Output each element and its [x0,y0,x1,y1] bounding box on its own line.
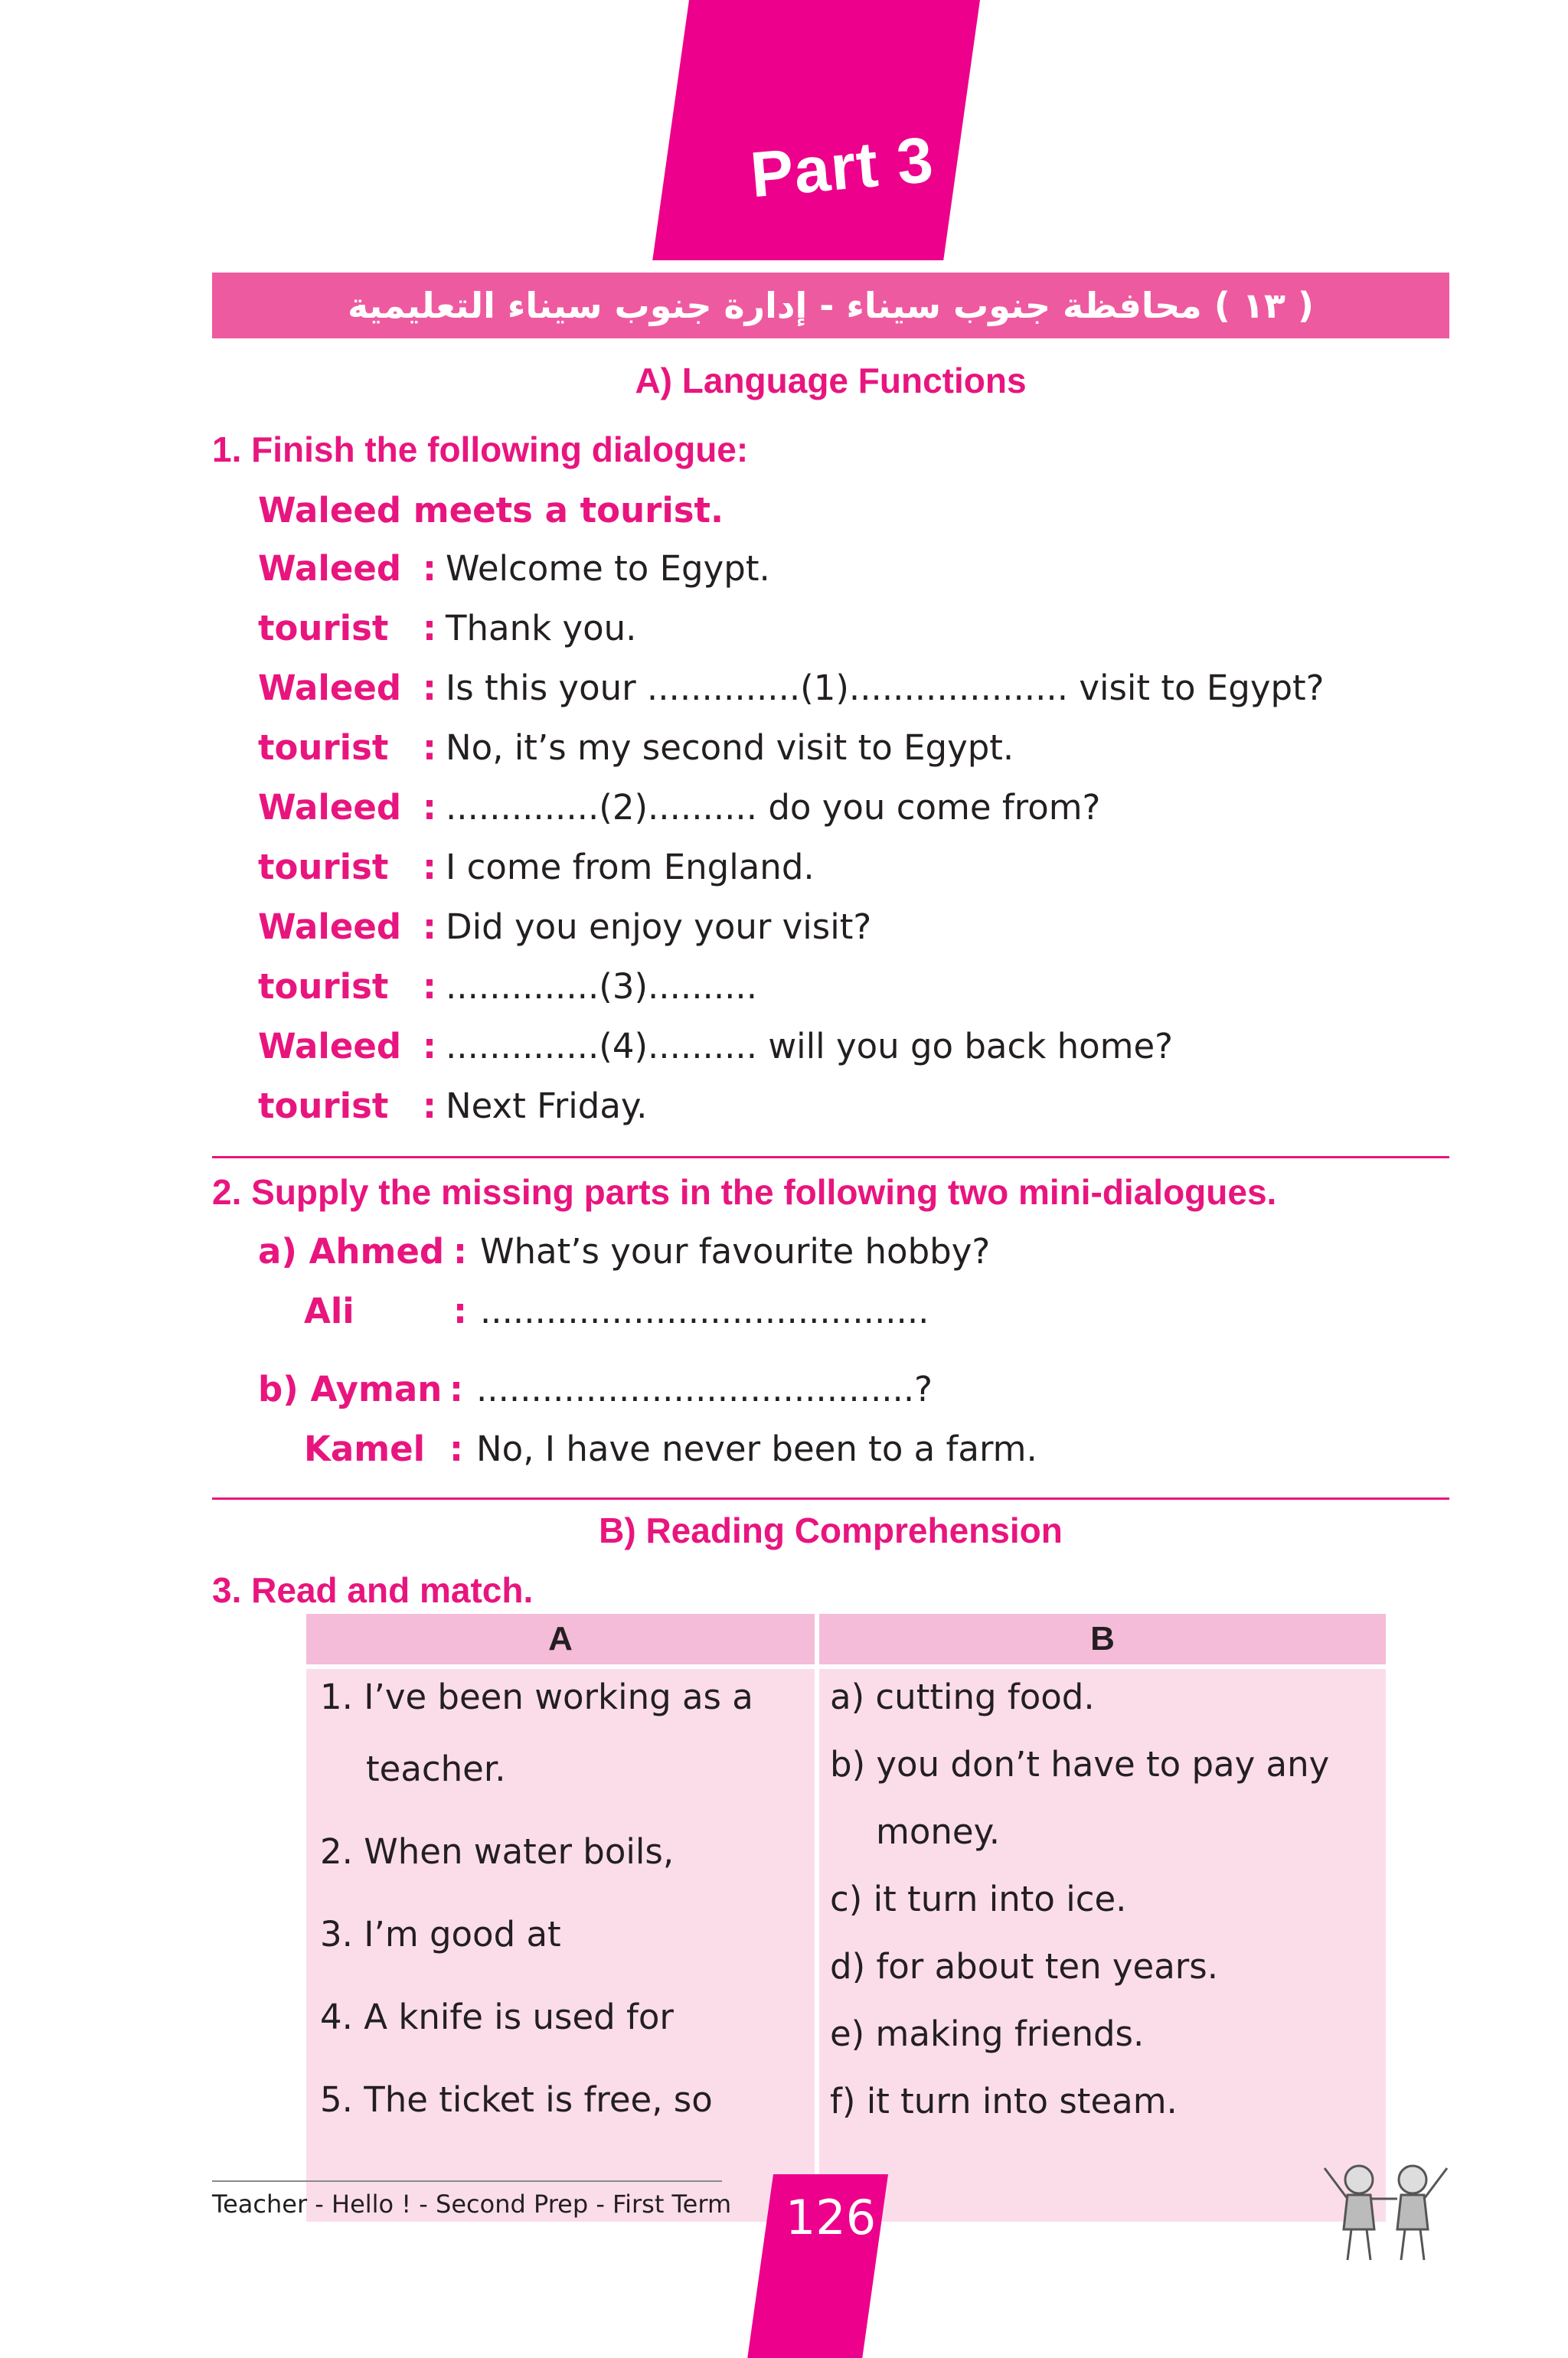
match-item: 5. The ticket is free, so [320,2079,713,2120]
line-text: Thank you. [446,608,637,648]
colon: : [423,608,436,648]
arabic-title: ( ١٣ ) محافظة جنوب سيناء - إدارة جنوب سيناء التعليمية [348,285,1314,326]
match-option: c) it turn into ice. [830,1879,1127,1919]
match-option: d) for about ten years. [830,1946,1219,1987]
section-a-title: A) Language Functions [635,361,1027,400]
colon: : [423,847,436,887]
page-number: 126 [785,2190,877,2245]
match-option: b) you don’t have to pay any [830,1744,1330,1785]
colon: : [449,1429,463,1469]
match-option: e) making friends. [830,2013,1145,2054]
speaker: b) Ayman [258,1369,443,1409]
match-option: a) cutting food. [830,1677,1095,1717]
match-item: 2. When water boils, [320,1831,675,1872]
speaker: a) Ahmed [258,1231,445,1272]
q2-title: 2. Supply the missing parts in the following two mini-dialogues. [212,1172,1277,1212]
match-item: 3. I’m good at [320,1914,561,1955]
section-b-title: B) Reading Comprehension [599,1510,1063,1550]
column-b [819,1669,1386,2222]
colon: : [423,966,436,1007]
divider [212,1497,1449,1500]
line-text: ..............(4).......... will you go back home? [446,1026,1174,1066]
footer-text: Teacher - Hello ! - Second Prep - First Term [212,2190,732,2219]
kids-illustration [1317,2153,1455,2268]
footer-divider [212,2180,722,2182]
line-text: Is this your ..............(1).................... visit to Egypt? [446,668,1325,708]
match-item: 4. A knife is used for [320,1997,674,2037]
colon: : [423,668,436,708]
speaker: Waleed [258,787,402,828]
speaker: tourist [258,608,389,648]
line-text: ........................................? [476,1369,933,1409]
colon: : [423,727,436,768]
speaker: tourist [258,1086,389,1126]
colon: : [423,1086,436,1126]
speaker: Kamel [304,1429,426,1469]
speaker: tourist [258,847,389,887]
speaker: Waleed [258,906,402,947]
match-option-cont: money. [876,1811,1001,1852]
match-option: f) it turn into steam. [830,2081,1178,2121]
q1-intro: Waleed meets a tourist. [258,490,724,531]
line-text: No, it’s my second visit to Egypt. [446,727,1014,768]
line-text: I come from England. [446,847,815,887]
q1-title: 1. Finish the following dialogue: [212,429,749,469]
line-text: Next Friday. [446,1086,648,1126]
header-bar [212,273,1449,338]
match-item: 1. I’ve been working as a [320,1677,753,1717]
q3-title: 3. Read and match. [212,1570,534,1610]
speaker: Waleed [258,548,402,589]
part-banner [652,0,980,260]
match-item-cont: teacher. [366,1749,506,1789]
line-text: Welcome to Egypt. [446,548,770,589]
line-text: Did you enjoy your visit? [446,906,872,947]
line-text: ..............(3).......... [446,966,758,1007]
colon: : [449,1369,463,1409]
speaker: tourist [258,966,389,1007]
part-title: Part 3 [747,122,937,211]
column-b-header: B [819,1614,1386,1664]
speaker: Waleed [258,1026,402,1066]
colon: : [423,548,436,589]
divider [212,1156,1449,1158]
colon: : [453,1291,467,1331]
line-text: No, I have never been to a farm. [476,1429,1037,1469]
speaker: tourist [258,727,389,768]
colon: : [423,1026,436,1066]
line-text: ..............(2).......... do you come from? [446,787,1101,828]
colon: : [453,1231,467,1272]
speaker: Ali [304,1291,354,1331]
line-text: What’s your favourite hobby? [480,1231,991,1272]
colon: : [423,787,436,828]
colon: : [423,906,436,947]
column-a-header: A [306,1614,815,1664]
line-text: ......................................... [480,1291,929,1331]
column-a [306,1669,815,2222]
speaker: Waleed [258,668,402,708]
